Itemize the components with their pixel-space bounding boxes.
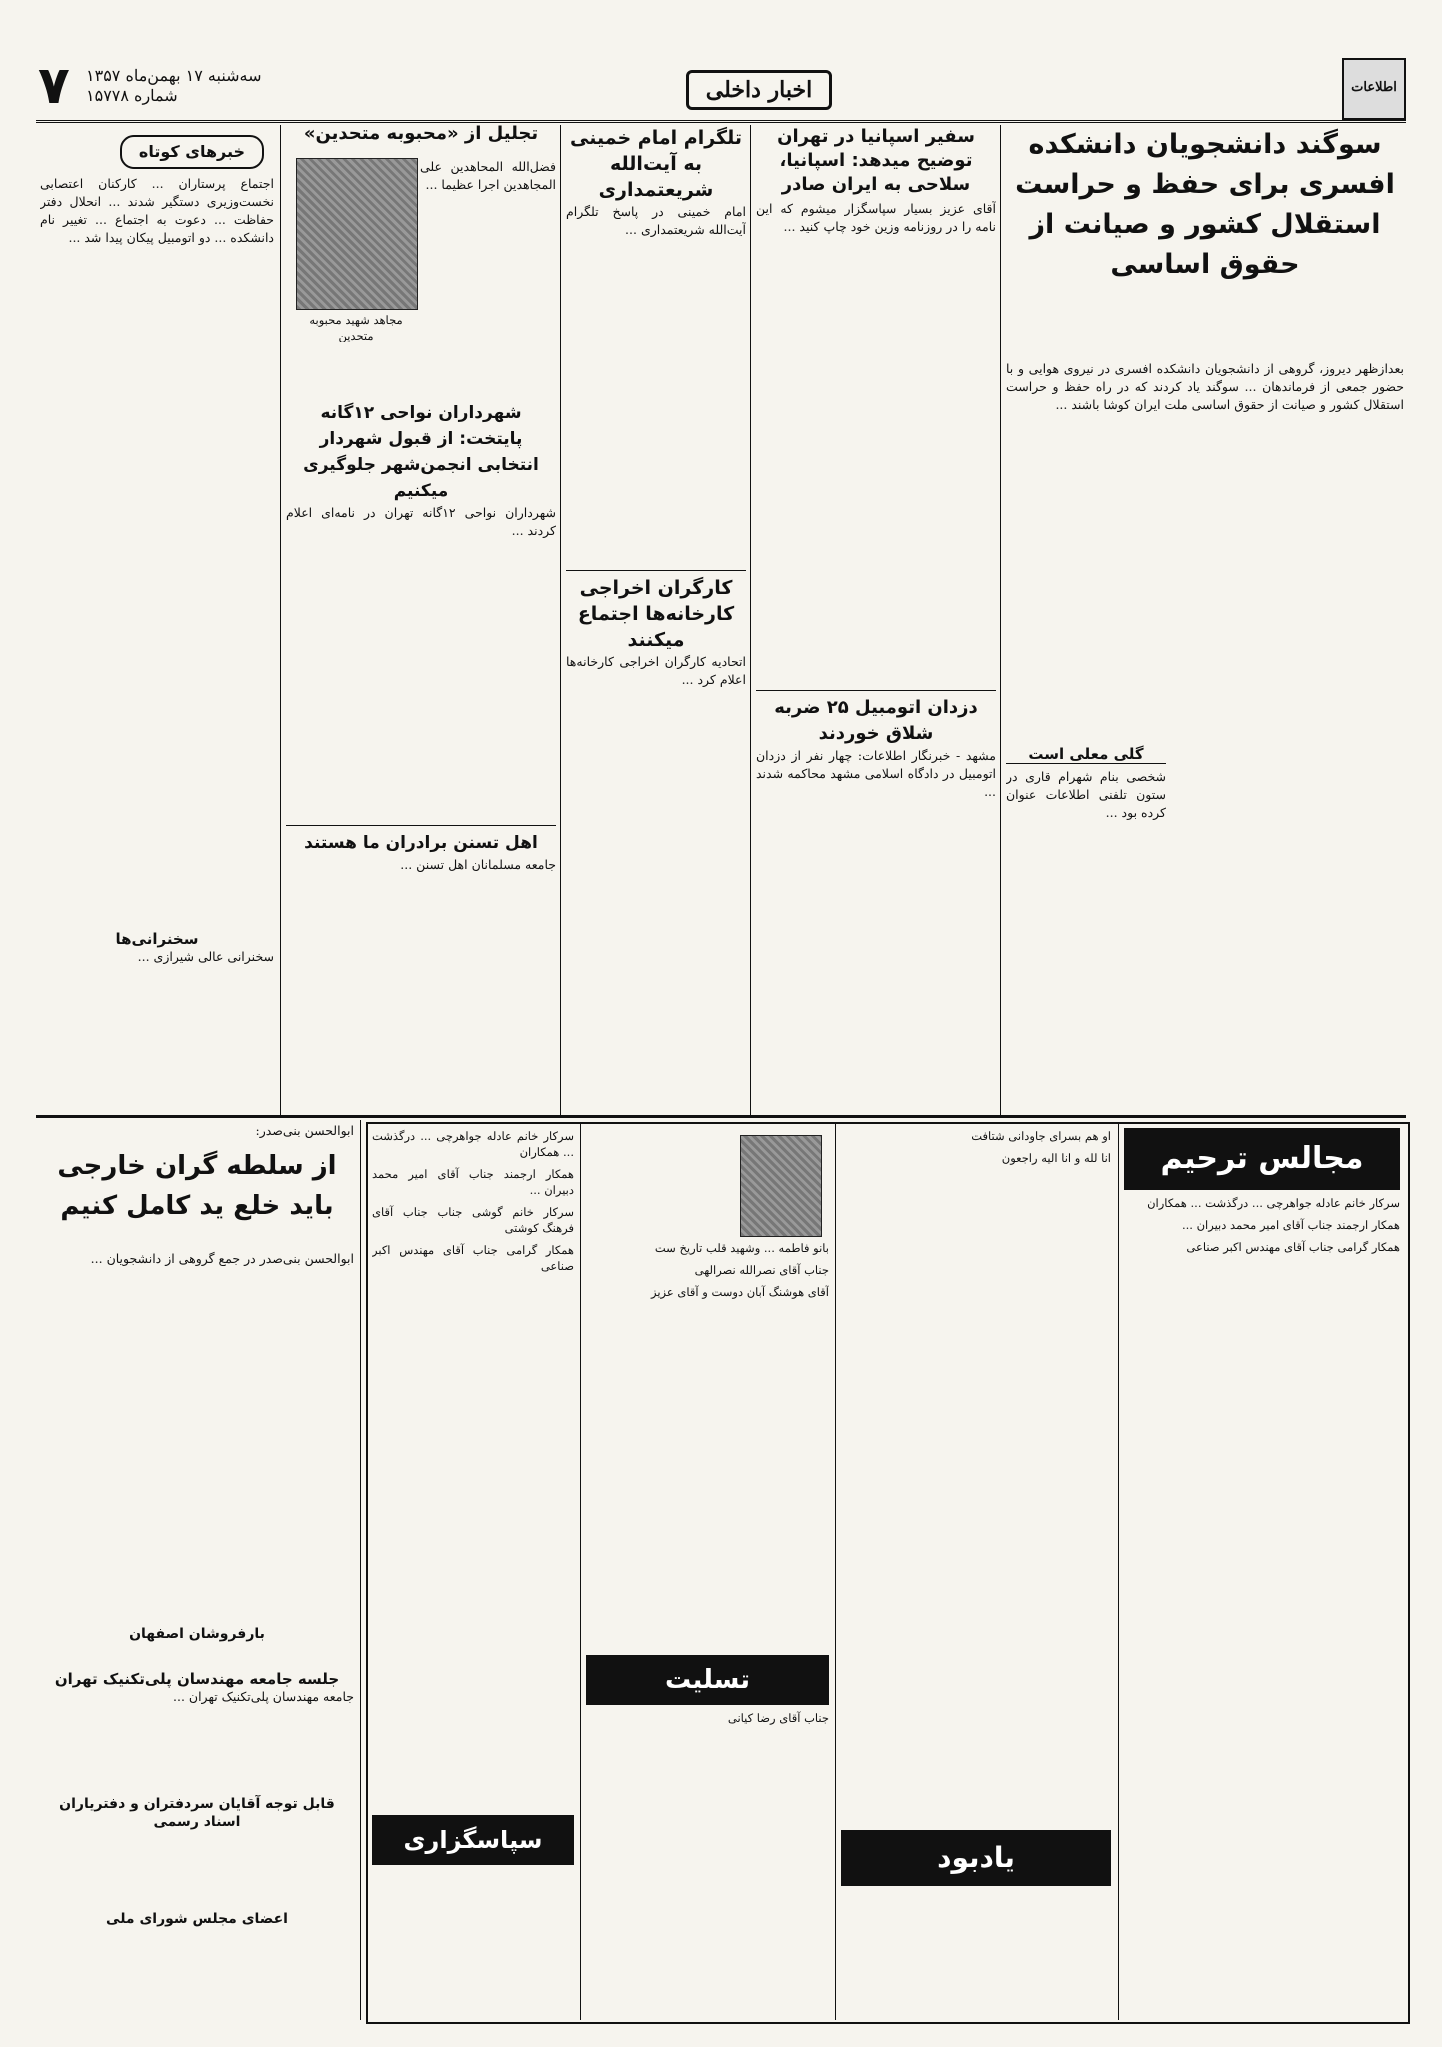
section-title: اخبار داخلی [686,70,832,110]
obituary-list: بانو فاطمه ... وشهید قلب تاریخ ست جناب آقای نصرالله نصرالهی آقای هوشنگ آبان دوست و آقای عزیز [651,1241,829,1299]
article-title: سوگند دانشجویان دانشکده افسری برای حفظ و حراست استقلال کشور و صیانت از حقوق اساسی [1015,129,1395,280]
article-cadets [1006,125,1404,355]
article-title: اهل تسنن برادران ما هستند [286,825,556,856]
short-news-box [120,135,264,169]
notice [40,1670,354,1790]
article-body: مشهد - خبرنگار اطلاعات: چهار نفر از دزدان اتومبیل در دادگاه اسلامی مشهد محاکمه شدند ... [756,748,996,799]
article-title: شهرداران نواحی ۱۲گانه پایتخت: از قبول شهردار انتخابی انجمن‌شهر جلوگیری میکنیم [303,403,539,501]
article-body: اتحادیه کارگران اخراجی کارخانه‌ها اعلام کرد ... [566,654,746,687]
column-rule [835,1122,836,2020]
newspaper-logo: اطلاعات [1342,58,1406,120]
article-body: امام خمینی در پاسخ تلگرام آیت‌الله شریعتمداری ... [566,204,746,237]
column-rule [750,125,751,1115]
article-title: از سلطه گران خارجی باید خلع ید کامل کنیم [57,1151,337,1221]
obituary-list: جناب آقای رضا کیانی [727,1711,829,1725]
memorial-list: سرکار خانم عادله جواهرچی ... درگذشت ... همکاران همکار ارجمند جناب آقای امیر محمد دبیران ... همکار گرامی جناب آقای مهندس اکبر صناعی [1147,1196,1400,1254]
page-number: ۷ [38,56,70,116]
banner-memorial: مجالس ترحیم [1124,1128,1400,1190]
masthead [36,58,1406,123]
column-rule [280,125,281,1115]
article-body: جامعه مهندسان پلی‌تکنیک تهران ... [173,1689,354,1704]
article-title: کارگران اخراجی کارخانه‌ها اجتماع میکنند [566,570,746,653]
article-boxed [1006,745,1166,1105]
column-rule [360,1120,361,2020]
article-title: جلسه جامعه مهندسان پلی‌تکنیک تهران [54,1670,340,1688]
banner-yadbood: یادبود [841,1830,1111,1886]
article-foreign [40,1146,354,1242]
column-rule [1118,1122,1119,2020]
article-telegram [566,125,746,565]
section-heading: خبرهای کوتاه [138,142,246,161]
portrait-photo [296,158,418,310]
banner-condolence: تسلیت [586,1655,829,1705]
article-title: سفیر اسپانیا در تهران توضیح میدهد: اسپانیا، سلاحی به ایران صادر [777,126,975,195]
article-title: دزدان اتومبیل ۲۵ ضربه شلاق خوردند [756,690,996,747]
obituary-list: سرکار خانم عادله جواهرچی ... درگذشت ... همکاران همکار ارجمند جناب آقای امیر محمد دبیران ... سرکار خانم گوشی جناب جناب آقای فرهنگ کوشتی همکار گرامی جناب آقای مهندس اکبر صناعی [372,1129,574,1273]
column-rule [560,125,561,1115]
article-body: سخنرانی عالی شیرازی ... [137,949,274,964]
article-body: فضل‌الله المحاهدین علی المجاهدین اجرا عظیما ... [420,159,556,192]
obituary-list: او هم بسرای جاودانی شتافت انا لله و انا الیه راجعون [971,1129,1111,1165]
short-news-body: اجتماع پرستاران ... کارکنان اعتصابی نخست‌وزیری دستگیر شدند ... انحلال دفتر حفاظت ... دعوت به اجتماع ... تغییر نام دانشکده ... دو اتومبیل پیکان پیدا شد ... [40,176,274,245]
article-title: تلگرام امام خمینی به آیت‌الله شریعتمداری [570,127,742,201]
article-sunni [286,825,556,1110]
article-spain [756,125,996,195]
article-body: ابوالحسن بنی‌صدر در جمع گروهی از دانشجویان ... [90,1251,354,1266]
article-author: ابوالحسن بنی‌صدر: [255,1123,354,1138]
article-body: جامعه مسلمانان اهل تسنن ... [400,857,556,872]
section-heading: سخنرانی‌ها [115,930,199,948]
article-mayors [286,400,556,820]
article-body: بعدازظهر دیروز، گروهی از دانشجویان دانشکده افسری در نیروی هوایی و با حضور جمعی از فرماندهان ... سوگند یاد کردند که در راه حفظ و حراست استقلال کشور و صیانت از حقوق اساسی ملت ایران کوشا باشند ... [1006,361,1404,412]
photo-caption: مجاهد شهید محبوبه متحدین [309,313,403,342]
section-rule [36,1115,1406,1118]
obituary-photo [740,1135,822,1237]
column-rule [1000,125,1001,1115]
notice: بارفروشان اصفهان [129,1626,265,1642]
column-rule [580,1122,581,2020]
masthead-date: سه‌شنبه ۱۷ بهمن‌ماه ۱۳۵۷ شماره ۱۵۷۷۸ [86,66,262,105]
banner-thanks: سپاسگزاری [372,1815,574,1865]
notice: اعضای مجلس شورای ملی [106,1911,288,1927]
article-thieves [756,690,996,1110]
article-title: تجلیل از «محبوبه متحدین» [303,125,539,144]
article-body: آقای عزیز بسیار سپاسگزار میشوم که این نامه را در روزنامه وزین خود چاپ کنید ... [756,201,996,234]
article-body: شهرداران نواحی ۱۲گانه تهران در نامه‌ای اعلام کردند ... [286,505,556,538]
notice: قابل توجه آقایان سردفتران و دفتریاران اسناد رسمی [59,1796,335,1830]
article-tribute [286,125,556,153]
article-body: شخصی بنام شهرام قاری در ستون تلفنی اطلاعات عنوان کرده بود ... [1006,769,1166,820]
speeches [40,930,274,1110]
article-title: گلی معلی است [1006,745,1166,764]
article-workers [566,570,746,1110]
